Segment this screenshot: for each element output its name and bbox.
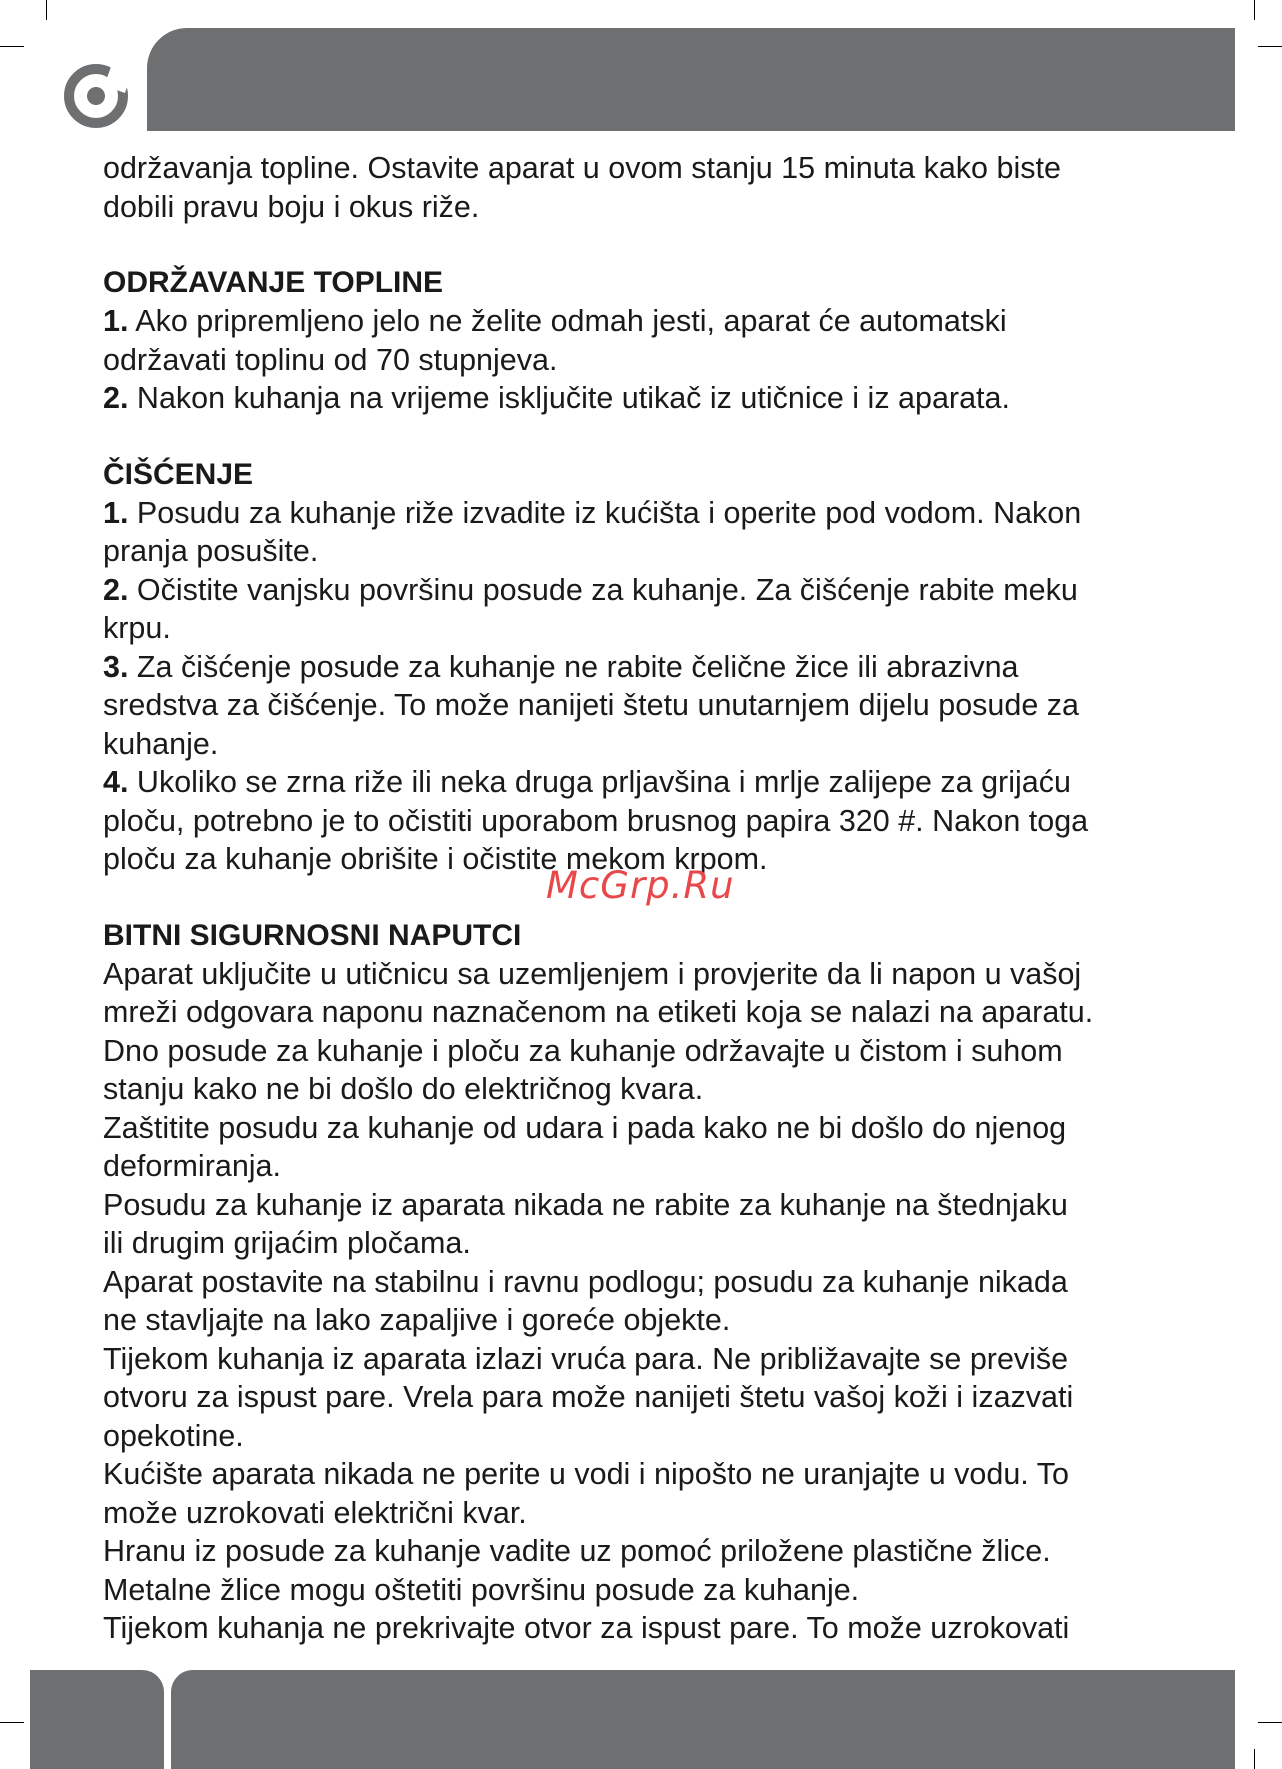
item-number: 4. [103,765,129,799]
section-title-sigurnosni-naputci: BITNI SIGURNOSNI NAPUTCI [103,918,522,952]
section-title-odrzavanje-topline: ODRŽAVANJE TOPLINE [103,266,444,299]
item-number: 3. [103,649,129,684]
safety-line: Dno posude za kuhanje i ploču za kuhanje održavajte u čistom i suhom [103,1033,1063,1068]
brand-logo-icon [62,62,130,128]
safety-line: Aparat uključite u utičnicu sa uzemljenjem i provjerite da li napon u vašoj [103,956,1082,991]
list-item: 4. Ukoliko se zrna riže ili neka druga prljavšina i mrlje zalijepe za grijaću [103,765,1071,799]
crop-mark [1254,0,1255,20]
intro-line: dobili pravu boju i okus riže. [103,189,480,224]
item-number: 2. [103,381,129,415]
list-item-continuation: ploču, potrebno je to očistiti uporabom brusnog papira 320 #. Nakon toga [103,803,1089,838]
crop-mark [1258,1722,1282,1723]
safety-line: Metalne žlice mogu oštetiti površinu posude za kuhanje. [103,1572,860,1607]
list-item-continuation: krpu. [103,611,171,645]
safety-line: mreži odgovara naponu naznačenom na etiketi koja se nalazi na aparatu. [103,995,1094,1029]
safety-line: Zaštitite posudu za kuhanje od udara i pada kako ne bi došlo do njenog [103,1110,1067,1145]
crop-mark [46,0,47,20]
list-item-continuation: kuhanje. [103,726,219,761]
list-item-continuation: pranja posušite. [103,534,319,568]
safety-line: Hranu iz posude za kuhanje vadite uz pomoć priložene plastične žlice. [103,1534,1051,1568]
safety-line: deformiranja. [103,1149,281,1183]
safety-line: opekotine. [103,1418,244,1453]
list-item: 2. Očistite vanjsku površinu posude za kuhanje. Za čišćenje rabite meku [103,572,1078,607]
list-item-continuation: održavati toplinu od 70 stupnjeva. [103,342,558,377]
list-item: 3. Za čišćenje posude za kuhanje ne rabite čelične žice ili abrazivna [103,649,1019,684]
item-number: 2. [103,572,129,607]
crop-mark [0,46,24,47]
safety-line: stanju kako ne bi došlo do električnog kvara. [103,1072,704,1106]
list-item-continuation: ploču za kuhanje obrišite i očistite mekom krpom. [103,842,768,876]
list-item: 2. Nakon kuhanja na vrijeme isključite utikač iz utičnice i iz aparata. [103,381,1010,415]
safety-line: ili drugim grijaćim pločama. [103,1226,471,1260]
section-title-ciscenje: ČIŠĆENJE [103,457,254,491]
watermark: McGrp.Ru [546,864,735,907]
safety-line: Tijekom kuhanja iz aparata izlazi vruća para. Ne približavajte se previše [103,1341,1069,1376]
item-number: 1. [103,304,129,338]
header-bar [147,28,1235,131]
safety-line: Kućište aparata nikada ne perite u vodi i nipošto ne uranjajte u vodu. To [103,1457,1069,1491]
crop-mark [1254,1749,1255,1769]
safety-line: Posudu za kuhanje iz aparata nikada ne rabite za kuhanje na štednjaku [103,1187,1068,1222]
list-item: 1. Ako pripremljeno jelo ne želite odmah jesti, aparat će automatski [103,304,1007,338]
safety-line: može uzrokovati električni kvar. [103,1495,527,1530]
crop-mark [1258,46,1282,47]
footer-bar [171,1670,1235,1769]
list-item: 1. Posudu za kuhanje riže izvadite iz kućišta i operite pod vodom. Nakon [103,495,1082,530]
safety-line: otvoru za ispust pare. Vrela para može nanijeti štetu vašoj koži i izazvati [103,1380,1074,1414]
safety-line: ne stavljajte na lako zapaljive i goreće objekte. [103,1303,731,1337]
item-number: 1. [103,495,129,530]
safety-line: Tijekom kuhanja ne prekrivajte otvor za ispust pare. To može uzrokovati [103,1611,1070,1645]
footer-page-tab [30,1670,164,1769]
safety-text [103,955,1193,1648]
list-item-continuation: sredstva za čišćenje. To može nanijeti štetu unutarnjem dijelu posude za [103,688,1079,722]
intro-line: održavanja topline. Ostavite aparat u ovom stanju 15 minuta kako biste [103,151,1061,185]
safety-line: Aparat postavite na stabilnu i ravnu podlogu; posudu za kuhanje nikada [103,1264,1068,1299]
crop-mark [0,1722,24,1723]
